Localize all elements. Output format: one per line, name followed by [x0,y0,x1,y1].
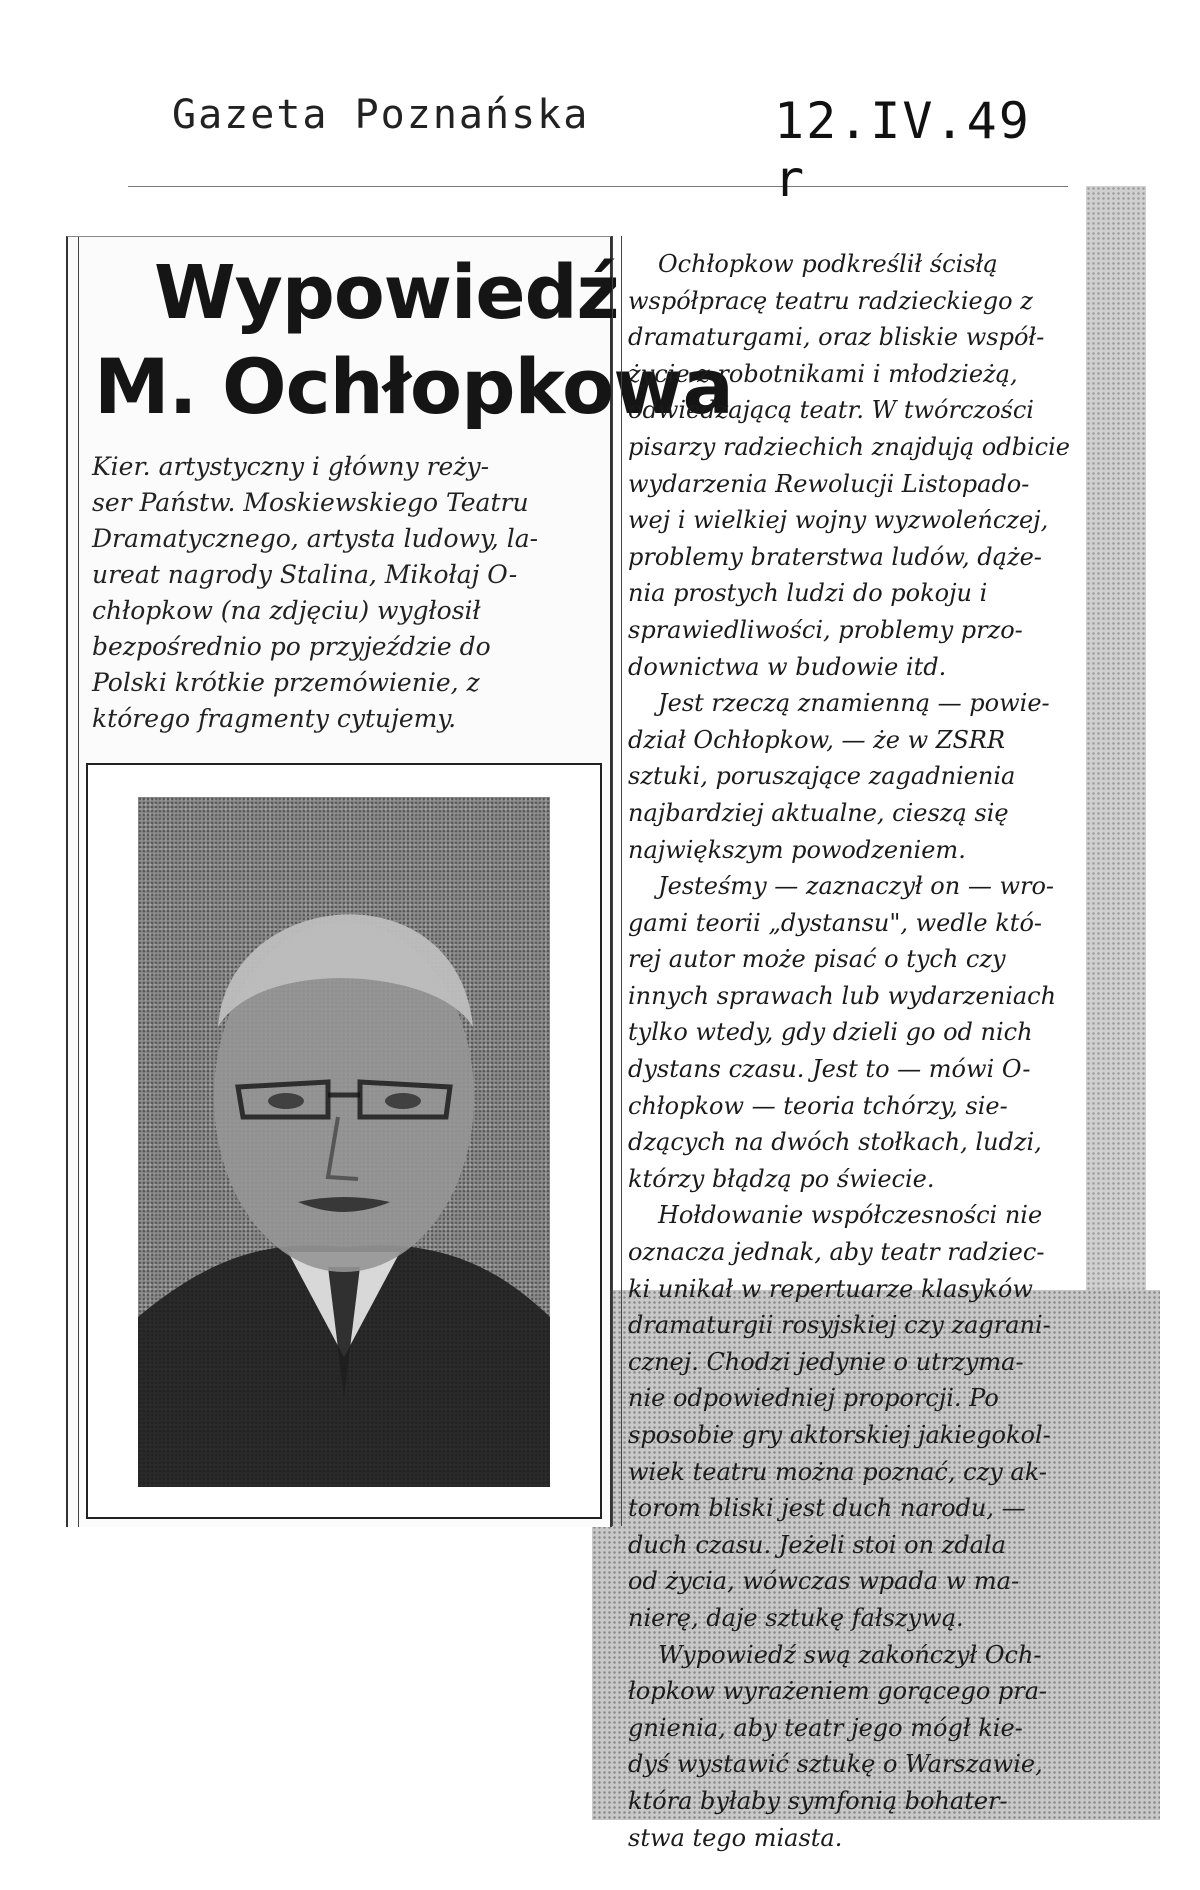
portrait-frame [86,763,602,1519]
portrait-illustration [138,797,550,1487]
body-line: Jest rzeczą znamienną — powie- [658,689,1050,718]
lede-line: którego fragmenty cytujemy. [92,704,457,733]
body-line: wej i wielkiej wojny wyzwoleńczej, [628,506,1049,535]
body-line: sprawiedliwości, problemy przo- [628,615,1023,644]
body-line: Hołdowanie współczesności nie [658,1201,1043,1230]
body-line: dział Ochłopkow, — że w ZSRR [628,725,1006,754]
body-line: najbardziej aktualne, cieszą się [628,798,1009,827]
body-line: Jesteśmy — zaznaczył on — wro- [658,872,1055,901]
body-line: dyś wystawić sztukę o Warszawie, [628,1750,1043,1779]
body-line: stwa tego miasta. [628,1823,843,1852]
body-line: dramaturgii rosyjskiej czy zagrani- [628,1311,1051,1340]
body-line: Wypowiedź swą zakończył Och- [658,1640,1042,1669]
portrait-photo [138,797,550,1487]
body-line: gnienia, aby teatr jego mógł kie- [628,1713,1023,1742]
body-line: największym powodzeniem. [628,835,966,864]
body-line: nie odpowiedniej proporcji. Po [628,1384,999,1413]
body-line: od życia, wówczas wpada w ma- [628,1567,1020,1596]
body-line: torom bliski jest duch narodu, — [628,1494,1026,1523]
body-line: duch czasu. Jeżeli stoi on zdala [628,1530,1006,1559]
body-line: współpracę teatru radzieckiego z [628,286,1033,315]
body-line: chłopkow — teoria tchórzy, sie- [628,1091,1008,1120]
body-line: pisarzy radziechich znajdują odbicie [628,432,1070,461]
body-line: dzących na dwóch stołkach, ludzi, [628,1128,1042,1157]
column-divider [612,236,622,1526]
body-line: downictwa w budowie itd. [628,652,947,681]
body-line: którzy błądzą po świecie. [628,1164,935,1193]
body-line: cznej. Chodzi jedynie o utrzyma- [628,1347,1024,1376]
body-line: która byłaby symfonią bohater- [628,1786,1008,1815]
headline-line-1: Wypowiedź [154,250,619,336]
left-column [66,236,733,1527]
body-line: Ochłopkow podkreślił ścisłą [658,250,998,278]
body-line: ki unikał w repertuarze klasyków [628,1274,1033,1303]
newspaper-name: Gazeta Poznańska [172,92,590,138]
body-line: problemy braterstwa ludów, dąże- [628,542,1042,571]
publication-date: 12.IV.49 r [774,92,1031,208]
body-line: życie z robotnikami i młodzieżą, [628,359,1018,388]
body-line: rej autor może pisać o tych czy [628,945,1006,974]
body-line: innych sprawach lub wydarzeniach [628,981,1057,1010]
lede-line: ser Państw. Moskiewskiego Teatru [92,488,529,517]
article-lede [92,449,600,737]
body-line: łopkow wyrażeniem gorącego pra- [628,1677,1048,1706]
body-line: odwiedzającą teatr. W twórczości [628,396,1034,425]
lede-line: bezpośrednio po przyjeździe do [92,632,491,661]
body-line: gami teorii „dystansu", wedle któ- [628,908,1042,937]
article-body [628,246,1144,1856]
body-line: nierę, daje sztukę fałszywą. [628,1603,964,1632]
body-line: wydarzenia Rewolucji Listopado- [628,469,1030,498]
clipping-header [128,52,1068,208]
lede-line: chłopkow (na zdjęciu) wygłosił [92,596,481,625]
body-line: dystans czasu. Jest to — mówi O- [628,1055,1031,1084]
lede-line: Polski krótkie przemówienie, z [92,668,480,697]
body-line: dramaturgami, oraz bliskie współ- [628,323,1045,352]
body-line: sztuki, poruszające zagadnienia [628,762,1016,791]
body-line: tylko wtedy, gdy dzieli go od nich [628,1018,1033,1047]
lede-line: Kier. artystyczny i główny reży- [92,452,490,481]
lede-line: Dramatycznego, artysta ludowy, la- [92,524,539,553]
article-headline [94,247,733,435]
body-line: nia prostych ludzi do pokoju i [628,579,988,608]
body-line: wiek teatru można poznać, czy ak- [628,1457,1047,1486]
lede-line: ureat nagrody Stalina, Mikołaj O- [92,560,518,589]
body-line: oznacza jednak, aby teatr radziec- [628,1238,1045,1267]
body-line: sposobie gry aktorskiej jakiegokol- [628,1421,1051,1449]
headline-line-2: M. Ochłopkowa [94,342,733,431]
